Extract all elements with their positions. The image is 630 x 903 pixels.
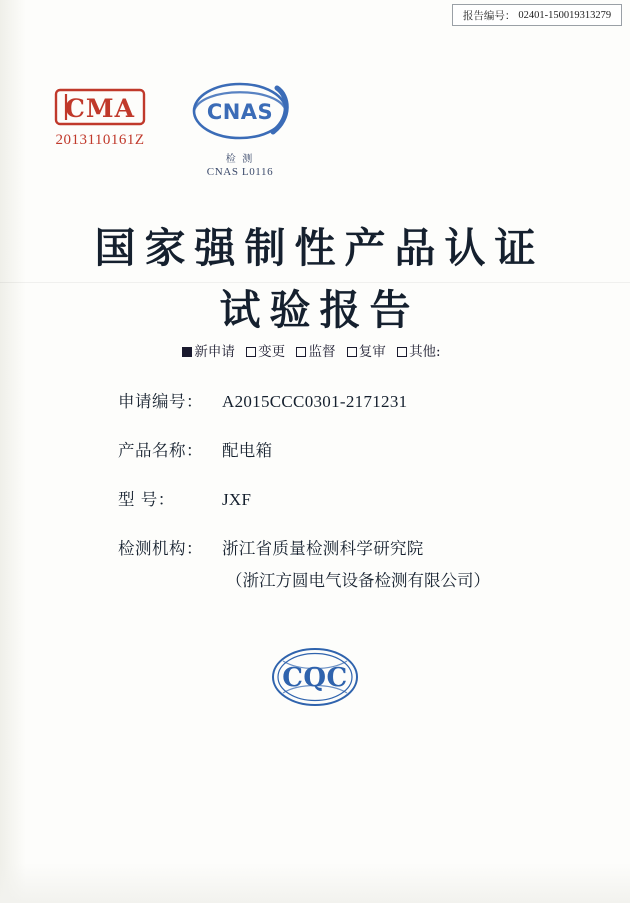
application-type-option-2[interactable] xyxy=(296,340,335,360)
report-number-box xyxy=(452,4,622,26)
application-type-label-1: 变更 xyxy=(258,344,286,360)
report-number-value: 02401-150019313279 xyxy=(518,9,612,21)
field-label: 产品名称： xyxy=(118,441,203,460)
field-value: A2015CCC0301-2171231 xyxy=(222,392,408,411)
application-type-option-0[interactable] xyxy=(182,340,235,360)
field-value: JXF xyxy=(222,490,252,509)
application-type-row xyxy=(0,340,630,360)
document-title-line1: 国家强制性产品认证 xyxy=(94,224,545,272)
field-testing-organization-sub: （浙江方圆电气设备检测有限公司） xyxy=(226,571,490,590)
paper-shading-bottom xyxy=(0,863,630,903)
application-type-option-1[interactable] xyxy=(246,340,285,360)
cnas-subtitle: 检 测 xyxy=(225,154,255,165)
cma-certificate-code: 2013110161Z xyxy=(55,132,145,148)
application-type-option-4[interactable] xyxy=(397,340,441,360)
report-number-label: 报告编号： xyxy=(462,10,516,22)
application-type-option-3[interactable] xyxy=(347,340,386,360)
application-type-label-4: 其他: xyxy=(409,344,441,360)
cqc-mark-block xyxy=(0,645,630,714)
field-value: 浙江省质量检测科学研究院 xyxy=(222,539,424,558)
field-label: 申请编号： xyxy=(118,392,203,411)
checkbox-icon[interactable] xyxy=(246,347,256,357)
field-application-number xyxy=(118,388,548,412)
svg-text:CMA: CMA xyxy=(65,94,135,123)
application-type-label-3: 复审 xyxy=(358,344,386,360)
cnas-number: CNAS L0116 xyxy=(206,166,274,178)
field-value: 配电箱 xyxy=(222,441,273,460)
checkbox-icon[interactable] xyxy=(347,347,357,357)
svg-text:CNAS: CNAS xyxy=(206,100,274,124)
application-type-label-2: 监督 xyxy=(308,344,336,360)
application-type-label-0: 新申请 xyxy=(194,344,235,360)
field-model xyxy=(118,486,548,510)
field-label: 型 号： xyxy=(118,490,175,509)
svg-text:CQC: CQC xyxy=(282,663,348,693)
document-title-line2: 试验报告 xyxy=(219,286,420,334)
cnas-logo-icon xyxy=(181,78,299,152)
field-label: 检测机构： xyxy=(118,539,203,558)
checkbox-icon-checked[interactable] xyxy=(182,347,192,357)
paper-shading-left xyxy=(0,0,26,903)
checkbox-icon[interactable] xyxy=(296,347,306,357)
cqc-logo-icon xyxy=(269,645,361,709)
cma-logo-icon xyxy=(54,88,146,126)
cma-mark-block xyxy=(40,88,160,149)
field-testing-organization xyxy=(118,535,548,559)
field-list xyxy=(118,388,548,616)
cnas-mark-block xyxy=(175,78,305,178)
checkbox-icon[interactable] xyxy=(397,347,407,357)
field-product-name xyxy=(118,437,548,461)
